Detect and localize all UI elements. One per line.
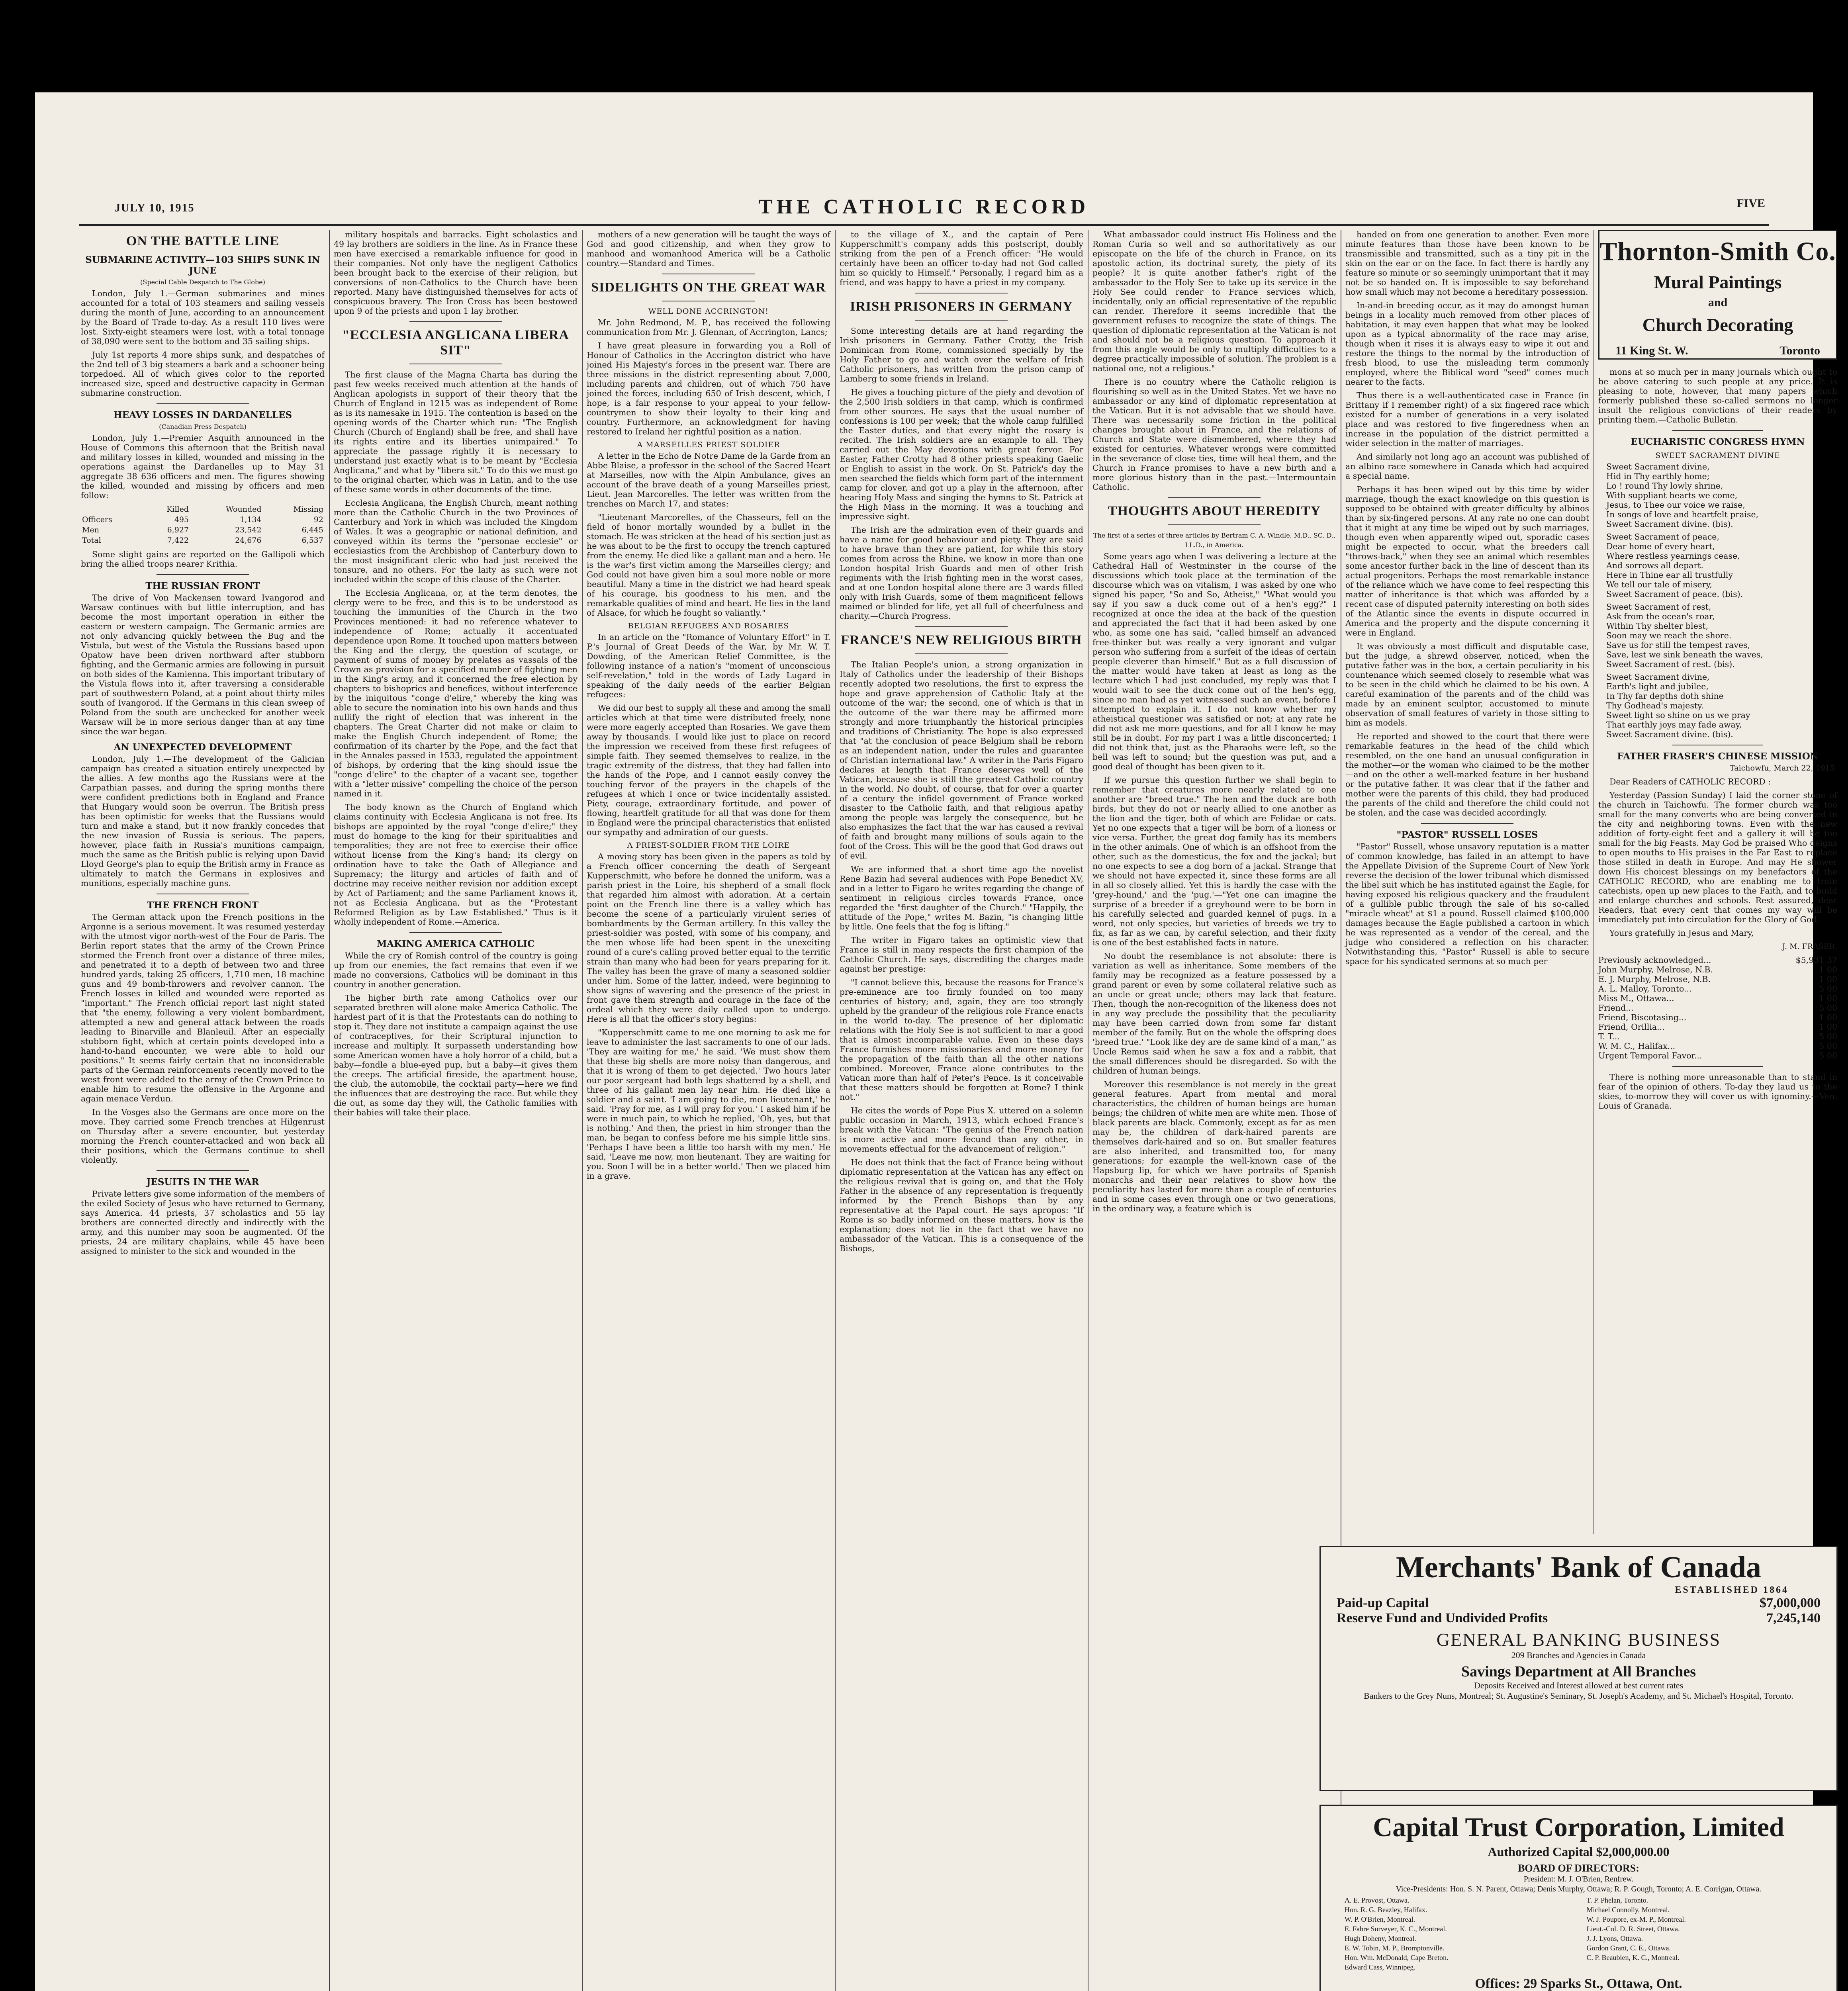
table-cell: 6,927: [167, 526, 189, 534]
ad-savings: Savings Department at All Branches: [1461, 1663, 1696, 1680]
ad-value: 7,245,140: [1766, 1611, 1821, 1625]
verse-line: Sweet light so shine on us we pray: [1606, 710, 1750, 720]
amount: 1 00: [1819, 994, 1837, 1003]
amount: 5 00: [1819, 1041, 1837, 1051]
amount: 5 00: [1819, 1032, 1837, 1041]
table-cell: Men: [82, 526, 99, 534]
donor: Urgent Temporal Favor...: [1598, 1051, 1702, 1060]
list-item: [1598, 965, 1837, 974]
newspaper-page: [35, 92, 1837, 1991]
donor: A. L. Malloy, Toronto...: [1598, 984, 1692, 994]
paragraph: military hospitals and barracks. Eight scholastics and 49 lay brothers are soldiers in the line. As in France these men have exercised a remarkable influence for good in their companies. Not only have the negligent Catholics been brought back to the exercise of their religion, but conversions of non-Catholics to the Church have been reported. Many have distinguished themselves for acts of conspicuous bravery. The Iron Cross has been bestowed upon 9 of the priests and upon 1 lay brother.: [334, 230, 578, 316]
paragraph: We are informed that a short time ago the novelist Rene Bazin had several audiences with Pope Benedict XV, and in a letter to Figaro he writes regarding the change of sentiment in religious circles towards France, once regarded the "first daughter of the Church." "Happily, the attitude of the Pope," writes M. Bazin, "is changing little by little. One feels that the fog is lifting.": [840, 864, 1083, 931]
table-header: [81, 504, 143, 514]
separator: [915, 320, 1008, 321]
ad-capital-row: [1321, 1596, 1836, 1611]
hymn-verse: [1598, 672, 1837, 739]
donor: T. T...: [1598, 1032, 1620, 1041]
subhead-making-america: MAKING AMERICA CATHOLIC: [376, 939, 535, 949]
column-6: [1345, 230, 1589, 1534]
director: J. J. Lyons, Ottawa.: [1586, 1934, 1643, 1942]
paragraph: Thus there is a well-authenticated case in France (in Brittany if I remember right) of a six fingered race which existed for a number of generations in a very isolated place and was restored to five fingeredness when an increase in the population of the district permitted a wider selection in the matter of marriages.: [1345, 391, 1589, 448]
amount: 5 00: [1819, 984, 1837, 994]
amount: 1 00: [1819, 974, 1837, 984]
director: Gordon Grant, C. E., Ottawa.: [1586, 1944, 1671, 1952]
paragraph: The drive of Von Mackensen toward Ivangorod and Warsaw continues with but little interruption, and has become the most important operation in either the eastern or western campaign. The Germanic armies are not only advancing quickly between the Bug and the Vistula, but west of the Vistula the Russians based upon Opatow have been driven northward after stubborn fighting, and the Germanic armies are following in pursuit on both sides of the Kamienna. This important tributary of the Vistula flows into it, after traversing a considerable part of southwestern Poland, at a point about thirty miles south of Ivangorod. If the Germans in this clean sweep of Poland from the south are unchecked for another week Warsaw will be in more serious danger than at any time since the war began.: [81, 593, 325, 736]
verse-line: Sweet Sacrament of rest. (bis).: [1606, 659, 1735, 669]
donor: Friend, Orillia...: [1598, 1022, 1665, 1032]
list-item: [1598, 984, 1837, 994]
subhead-fraser-mission: FATHER FRASER'S CHINESE MISSION: [1617, 751, 1819, 762]
paragraph: London, July 1.—The development of the Galician campaign has created a situation entirely unexpected by the allies. A few months ago the Russians were at the Carpathian passes, and during the spring months there were confident predictions both in England and France that Hungary would soon be overrun. The British press has been optimistic for weeks that the Russians would turn and make a stand, but it now frankly concedes that the new invasion of Russia is serious. The papers, however, place faith in Russia's munitions campaign, much the same as the British public is relying upon David Lloyd George's plan to equip the British army in France as ultimately to match the Germans in explosives and munitions, especially machine guns.: [81, 754, 325, 888]
list-item: [1598, 974, 1837, 984]
amount: 1 00: [1819, 1022, 1837, 1032]
table-cell: 6,537: [301, 536, 323, 545]
table-cell: 495: [174, 515, 189, 524]
paragraph: London, July 1.—Premier Asquith announced in the House of Commons this afternoon that the British naval and military losses in killed, wounded and missing in the operations against the Dardanelles up to May 31 aggregate 38 636 officers and men. The figures showing the killed, wounded and missing by officers and men follow:: [81, 433, 325, 500]
paragraph: Yesterday (Passion Sunday) I laid the corner stone of the church in Taichowfu. The former church was too small for the many converts who are being converted in the city and neighboring towns. Even with the new addition of forty-eight feet and a gallery it will be too small for the big Feasts. May God be praised Who deigns to open mouths to His praises in the Far East to replace those stilled in death in Europe. And may He shower down His choicest blessings on my benefactors of the CATHOLIC RECORD, who are enabling me to train catechists, open up new places to the Faith, and to build and enlarge churches and schools. Rest assured, dear Readers, that every cent that comes my way will be immediately put into circulation for the Glory of God.: [1598, 790, 1837, 924]
subhead-marseilles: A MARSEILLES PRIEST SOLDIER: [637, 440, 780, 449]
separator: [157, 403, 249, 404]
verse-line: Thy Godhead's majesty.: [1606, 701, 1704, 710]
verse-line: That earthly joys may fade away,: [1606, 720, 1742, 730]
column-7: [1598, 367, 1837, 1534]
table-cell: Officers: [82, 515, 112, 524]
table-row: [81, 514, 325, 525]
verse-line: Within Thy shelter blest,: [1606, 621, 1709, 631]
headline-ecclesia: "ECCLESIA ANGLICANA LIBERA SIT": [342, 328, 570, 358]
amount: $5,931 37: [1795, 955, 1837, 965]
list-item: [1598, 955, 1837, 965]
verse-line: Save, lest we sink beneath the waves,: [1606, 650, 1763, 659]
ad-established: ESTABLISHED 1864: [1675, 1585, 1789, 1595]
paragraph: "Kupperschmitt came to me one morning to ask me for leave to administer the last sacraments to one of our lads. 'They are waiting for me,' he said. 'We must show them that these big shells are more noisy than dangerous, and that it is wrong of them to get dejected.' Two hours later our poor sergeant had both legs shattered by a shell, and three of his gallant men lay near him. He died like a soldier and a saint. 'I am going to die, mon lieutenant,' he said. 'Pray for me, as I will pray for you.' I asked him if he were in much pain, to which he replied, 'Oh, yes, but that is nothing.' And then, the priest in him stronger than the man, he began to confess before me his simple little sins. 'Perhaps I have been a little too harsh with my men.' He said, 'Leave me now, mon lieutenant. They are waiting for you. Soon I will be in a better world.' Then we placed him in a grave.: [587, 1028, 830, 1181]
separator: [1168, 497, 1261, 498]
column-3: [587, 230, 830, 1991]
hymn-verse: [1598, 532, 1837, 599]
headline-sidelights: SIDELIGHTS ON THE GREAT WAR: [591, 280, 826, 295]
paragraph: London, July 1.—German submarines and mines accounted for a total of 103 steamers and sailing vessels during the month of June, according to an announcement by the Board of Trade to-day. As a result 110 lives were lost. Sixty-eight steamers were lost, with a total tonnage of 38,090 were sent to the bottom and 35 sailing ships.: [81, 289, 325, 346]
amount: 5 00: [1819, 1003, 1837, 1013]
director: E. Fabre Surveyer, K. C., Montreal.: [1345, 1925, 1447, 1933]
paragraph: In-and-in breeding occur, as it may do amongst human beings in a locality much removed from other places of habitation, it may even happen that what may be looked upon as a typical abnormality of the race may arise, though when it rises it is always easy to wipe it out and restore the things to the normal by the introduction of fresh blood, to use the misleading term commonly employed, where the Biblical word "seed" comes much nearer to the facts.: [1345, 301, 1589, 387]
donor: Previously acknowledged...: [1598, 955, 1711, 965]
director: [1587, 1963, 1813, 1971]
paragraph: "I cannot believe this, because the reasons for France's pre-eminence are too firmly founded on too many centuries of history; and, again, they are too strongly upheld by the grandeur of the religious role France enacts in the world to-day. The presence of her diplomatic relations with the Holy See is not sufficient to mar a good that is almost incomparable value. Even in these days France furnishes more missionaries and more money for the propagation of the faith than all the other nations combined. Moreover, France alone contributes to the Vatican more than half of Peter's Pence. Is it conceivable that these matters should be forgotten at Rome? I think not.": [840, 978, 1083, 1102]
director: Lieut.-Col. D. R. Street, Ottawa.: [1586, 1925, 1680, 1933]
ad-company-name: Thornton-Smith Co.: [1599, 237, 1836, 266]
verse-line: Dear home of every heart,: [1606, 542, 1715, 551]
ad-offices: Offices: 29 Sparks St., Ottawa, Ont.: [1475, 1976, 1682, 1991]
ad-merchants-bank: [1319, 1546, 1838, 1791]
paragraph: The German attack upon the French positions in the Argonne is a serious movement. It was resumed yesterday with the utmost vigor north-west of the Four de Paris. The Berlin report states that the army of the Crown Prince stormed the French front over a distance of three miles, and penetrated it to a depth of between two and three hundred yards, taking 25 officers, 1,710 men, 18 machine guns and 49 bomb-throwers and revolver cannon. The French losses in killed and wounded were reported as "important." The French official report last night stated that "the enemy, following a very violent bombardment, attempted a new and general attack between the roads leading to Binarville and Blanleuil. After an especially stubborn fight, which at certain points developed into a hand-to-hand encounter, we were able to hold our positions." It seems fairly certain that no inconsiderable parts of the German reinforcements recently moved to the west front were added to the army of the Crown Prince to enable him to resume the offensive in the Argonne and again menace Verdun.: [81, 912, 325, 1103]
paragraph: The body known as the Church of England which claims continuity with Ecclesia Anglicana is not free. Its bishops are appointed by the royal "conge d'elire;" they must do homage to the king for their spiritualities and temporalities; they are not free to exercise their office without license from the King's hand; its clergy on ordination have to take the Oath of Allegiance and Supremacy; the liturgy and articles of faith and of doctrine may receive neither revision nor addition except by Act of Parliament; and the same Parliament knows it, not as Ecclesia Anglicana, but as the "Protestant Reformed Religion as by Law Established." Thus is it wholly independent of Rome.—America.: [334, 802, 578, 927]
table-row: [81, 525, 325, 535]
verse-line: Sweet Sacrament divine,: [1606, 462, 1710, 471]
verse-line: Hid in Thy earthly home;: [1606, 471, 1710, 481]
verse-line: Sweet Sacrament divine. (bis).: [1606, 730, 1733, 739]
paragraph: If we pursue this question further we shall begin to remember that creatures more nearly related to one another are "breed true." The hen and the duck are both birds, but they do not or nearly allied to one another as the lion and the tiger, both of which are Felidae or cats. Yet no one expects that a tiger will be born of a lioness or vice versa. Further, the great dog family has its members in the other animals. One of which is an offshoot from the other, such as the domesticus, the fox and the jackal; but no one expects to see a dog born of a jackal. Strange that we should not have expected it, since these forms are all in all so closely allied. Yet this is hardly the case with the 'grey-hound,' and the 'pug.'—"Yet one can imagine the surprise of a breeder if a greyhound were to be born in his carefully selected and guarded kennel of pugs. In a word, not only species, but varieties of breeds we try to fix, as far as we can, by careful selection, and their fixity is one of the best established facts in nature.: [1092, 775, 1336, 947]
separator: [1168, 524, 1261, 525]
director: W. P. O'Brien, Montreal.: [1345, 1915, 1415, 1923]
paragraph: No doubt the resemblance is not absolute: there is variation as well as inheritance. Some members of the family may be recognized as a feature possessed by a grand parent or even by some collateral relative such as an uncle or great uncle; others may lack that feature. Then, though the non-recognition of the likeness does not in any way preclude the possibility that the peculiarity may have been carried down from some far distant member of the family. But on the whole the offspring does 'breed true.' "Look like dey are de same kind of a man," as Uncle Remus said when he saw a fox and a rabbit, that the small differences should be disregarded. So with the children of human beings.: [1092, 951, 1336, 1076]
separator: [1421, 823, 1514, 824]
table-header: Killed: [166, 505, 189, 514]
ad-service: Church Decorating: [1642, 315, 1793, 335]
paragraph: The Irish are the admiration even of their guards and have a name for good behaviour and piety. They are said to have brave than they are patient, for while this story comes from across the Rhine, we know in more than one London hospital Irish Guards and men of other Irish regiments with the Irish fighting men in the worst cases, and at one London hospital alone there are 3 wards filled only with Irish Guards, some of them magnificent fellows maimed or blinded for life, yet all full of cheerfulness and charity.—Church Progress.: [840, 525, 1083, 621]
ad-deposits: Deposits Received and Interest allowed at best current rates: [1474, 1680, 1684, 1690]
ad-label: Reserve Fund and Undivided Profits: [1337, 1611, 1548, 1625]
paragraph: The writer in Figaro takes an optimistic view that France is still in many respects the first champion of the Catholic Church. He says, discrediting the charges made against her prestige:: [840, 935, 1083, 974]
director: Edward Cass, Winnipeg.: [1345, 1963, 1415, 1971]
signature: J. M. FRASER.: [1782, 942, 1837, 951]
paragraph: The Ecclesia Anglicana, or, at the term denotes, the clergy were to be free, and this is to be understood as touching the immunities of the Church in the two Provinces mentioned: it had no reference whatever to independence of Rome; actually it accentuated dependence upon Rome. It touched upon matters between the King and the clergy, the question of scutage, or payment of sums of money by prelates as vassals of the Crown as provision for a specified number of fighting men in the King's army, and it concerned the free election by chapters to bishoprics and benefices, without interference by the iniquitous "conge d'elire," whereby the king was able to secure the nomination into his own hands and thus nullify the right of election that was inherent in the chapters. The Great Charter did not make or claim to make the English Church independent of Rome; the confirmation of its charter by the Pope, and the fact that in the Annales passed in 1533, regulated the appointment of bishops, by ordering that the king should issue the "conge d'elire" to the chapter of a vacant see, together with a "letter missive" compelling the choice of the person named in it.: [334, 588, 578, 798]
separator: [409, 932, 502, 933]
separator: [157, 574, 249, 575]
donor: John Murphy, Melrose, N.B.: [1598, 965, 1713, 974]
ad-capital-trust: [1319, 1805, 1838, 1991]
paragraph: In an article on the "Romance of Voluntary Effort" in T. P.'s Journal of Great Deeds of the War, by Mr. W. T. Dowding, of the American Relief Committee, is the following instance of a nation's "moment of unconscious self-revelation," told in the words of Lady Lugard in speaking of the daily needs of the earlier Belgian refugees:: [587, 632, 830, 699]
paragraph: mons at so much per in many journals which ought to be above catering to such people at any price. It is pleasing to note, however, that many papers which formerly published these so-called sermons no longer insult the religious convictions of their readers by printing them.—Catholic Bulletin.: [1598, 367, 1837, 424]
column-4: [840, 230, 1083, 1991]
list-item: [1598, 1041, 1837, 1051]
donor: Friend, Biscotasing...: [1598, 1013, 1687, 1022]
ad-service: Mural Paintings: [1654, 272, 1782, 292]
separator: [1672, 430, 1763, 431]
hymn-verse: [1598, 462, 1837, 529]
headline-battle-line: ON THE BATTLE LINE: [126, 234, 280, 248]
paragraph: Some slight gains are reported on the Gallipoli which bring the allied troops nearer Krithia.: [81, 550, 325, 569]
table-header: Wounded: [225, 505, 262, 514]
column-rule: [329, 230, 330, 1991]
paragraph: I have great pleasure in forwarding you a Roll of Honour of Catholics in the Accrington district who have joined His Majesty's forces in the present war. There are three missions in the district representing about 7,000, including parents and children, out of which 750 have joined the forces, including 650 of Irish descent, which, I hope, is a fair response to your appeal to your fellow-countrymen to show their loyalty to their king and country. Furthermore, an acknowledgment for having restored to Ireland her rightful position as a nation.: [587, 341, 830, 436]
ad-bankers: Bankers to the Grey Nuns, Montreal; St. Augustine's Seminary, St. Joseph's Academy, and St. Michael's Hospital, Toronto.: [1364, 1691, 1793, 1701]
subhead-russian-front: THE RUSSIAN FRONT: [145, 581, 260, 591]
table-cell: 24,676: [235, 536, 262, 545]
hymn-title: SWEET SACRAMENT DIVINE: [1655, 451, 1780, 460]
paragraph: The higher birth rate among Catholics over our separated brethren will alone make America Catholic. The hardest part of it is that the Protestants can do nothing to stop it. They dare not institute a campaign against the use of contraceptives, for their Scriptural injunction to increase and multiply. It surpasseth understanding how some American women have a holy horror of a child, but a baby—fondle a blue-eyed pup, but a baby—it gives them the creeps. The artificial fireside, the apartment house, the club, the automobile, the cocktail party—here we find the influences that are destroying the race. But while they die out, as some day they will, the Catholic families with their babies will take their place.: [334, 993, 578, 1117]
paragraph: to the village of X., and the captain of Pere Kupperschmitt's company adds this postscript, doubly striking from the pen of a French officer: "He would certainly have been an officer to-day had not God called him so quickly to Himself." Personally, I regard him as a friend, and was happy to have a priest in my company.: [840, 230, 1083, 287]
table-header: Missing: [293, 505, 323, 514]
verse-line: Earth's light and jubilee,: [1606, 682, 1709, 691]
column-1: [81, 230, 325, 1991]
verse-line: Save us for still the tempest raves,: [1606, 640, 1750, 650]
subhead-pastor-russell: "PASTOR" RUSSELL LOSES: [1396, 829, 1538, 840]
verse-line: With suppliant hearts we come,: [1606, 491, 1738, 500]
donor: Miss M., Ottawa...: [1598, 994, 1674, 1003]
verse-line: Where restless yearnings cease,: [1606, 551, 1740, 561]
salutation: Dear Readers of CATHOLIC RECORD :: [1609, 777, 1771, 786]
paragraph: Private letters give some information of the members of the exiled Society of Jesus who have returned to Germany, says America. 44 priests, 37 scholastics and 55 lay brothers are connected directly and indirectly with the army, and this number may soon be augmented. Of the priests, 24 are military chaplains, while 45 have been assigned to minister to the sick and wounded in the: [81, 1189, 325, 1256]
ad-value: $7,000,000: [1760, 1596, 1821, 1610]
director: Michael Connolly, Montreal.: [1586, 1906, 1670, 1914]
subhead-priest-soldier: A PRIEST-SOLDIER FROM THE LOIRE: [627, 841, 790, 850]
headline-heredity: THOUGHTS ABOUT HEREDITY: [1108, 504, 1321, 518]
verse-line: Sweet Sacrament divine. (bis).: [1606, 519, 1733, 529]
page-number: FIVE: [1736, 197, 1765, 210]
ad-president: President: M. J. O'Brien, Renfrew.: [1523, 1875, 1634, 1883]
subhead-submarine: SUBMARINE ACTIVITY—103 SHIPS SUNK IN JUNE: [85, 254, 320, 276]
director: A. E. Provost, Ottawa.: [1345, 1896, 1409, 1904]
subhead-accrington: WELL DONE ACCRINGTON!: [648, 307, 769, 316]
ad-address: [1599, 344, 1836, 358]
paragraph: A letter in the Echo de Notre Dame de la Garde from an Abbe Blaise, a professor in the school of the Sacred Heart at Marseilles, now with the Alpin Ambulance, gives an account of the brave death of a young Marseilles priest, Lieut. Jean Marcorelles. The letter was written from the trenches on March 17, and states:: [587, 451, 830, 509]
verse-line: In Thy far depths doth shine: [1606, 691, 1724, 701]
subhead-french-front: THE FRENCH FRONT: [147, 900, 259, 911]
table-cell: 6,445: [301, 526, 323, 534]
hymn-verse: [1598, 602, 1837, 669]
ad-bank-name: Merchants' Bank of Canada: [1396, 1551, 1762, 1584]
verse-line: Lo ! round Thy lowly shrine,: [1606, 481, 1723, 491]
list-item: [1598, 1051, 1837, 1060]
paragraph: Ecclesia Anglicana, the English Church, meant nothing more than the Catholic Church in the two Provinces of Canterbury and York in which was included the Kingdom of Wales. It was a geographic or national definition, and conveyed within its terms the "personae ecclesie" or ecclesiastics from the Archbishop of Canterbury down to the most insignificant cleric who had just received the tonsure, and no others. For the laity as such were not included within the scope of this clause of the Charter.: [334, 498, 578, 584]
table-cell: 92: [313, 515, 323, 524]
issue-date: JULY 10, 1915: [115, 202, 195, 214]
casualty-table: [81, 504, 325, 546]
paragraph: "Lieutenant Marcorelles, of the Chasseurs, fell on the field of honor mortally wounded by a bullet in the stomach. He was stricken at the head of his section just as he was about to be the first to occupy the trench captured from the enemy. He died like a gallant man and a hero. He is the war's first victim among the Marseilles clergy; and God could not have given him a soul more noble or more beautiful. Many a time in the district we had heard speak of his courage, his goodness to his men, and the remarkable qualities of mind and heart. He lies in the land of Alsace, for which he fought so valiantly.": [587, 512, 830, 618]
paragraph: In the Vosges also the Germans are once more on the move. They carried some French trenches at Hilgenrust on Thursday after a severe encounter, but yesterday morning the French counter-attacked and won back all their positions, which the Germans continue to shell violently.: [81, 1107, 325, 1165]
source-note: (Special Cable Despatch to The Globe): [140, 278, 265, 286]
director: C. P. Beaubien, K. C., Montreal.: [1586, 1954, 1680, 1962]
verse-line: Here in Thine ear all trustfully: [1606, 570, 1733, 580]
ad-company-name: Capital Trust Corporation, Limited: [1373, 1812, 1784, 1842]
verse-line: Sweet Sacrament divine,: [1606, 672, 1710, 682]
paragraph: "Pastor" Russell, whose unsavory reputation is a matter of common knowledge, has failed in an attempt to have the Appellate Division of the Supreme Court of New York reverse the decision of the lower tribunal which dismissed the libel suit which he has instituted against the Eagle, for having exposed his religious quackery and the fraudulent of a gullible public through the sale of his so-called "miracle wheat" at $1 a pound. Russell claimed $100,000 damages because the Eagle published a cartoon in which he was represented as a vendor of the cereal, and the judge who considered a reflection on his character. Notwithstanding this, "Pastor" Russell is able to secure space for his syndicated sermons at so much per: [1345, 842, 1589, 966]
director: T. P. Phelan, Toronto.: [1586, 1896, 1648, 1904]
paragraph: He cites the words of Pope Pius X. uttered on a solemn public occasion in March, 1913, which echoed France's break with the Vatican: "The genius of the French nation is more active and more fecund than any other, in movements effectual for the advancement of religion.": [840, 1106, 1083, 1154]
verse-line: Sweet Sacrament of peace,: [1606, 532, 1719, 542]
donor: Friend...: [1598, 1003, 1634, 1013]
ad-and: and: [1708, 296, 1728, 309]
paragraph: Mr. John Redmond, M. P., has received the following communication from Mr. J. Glennan, of Accrington, Lancs;: [587, 318, 830, 337]
amount: 1 00: [1819, 1013, 1837, 1022]
verse-line: And sorrows all depart.: [1606, 561, 1704, 570]
column-5: [1092, 230, 1336, 1991]
verse-line: Ask from the ocean's roar,: [1606, 612, 1715, 621]
paragraph: He does not think that the fact of France being without diplomatic representation at the Vatican has any effect on the religious revival that is going on, and that the Holy Father in the absence of any representation is frequently informed by the French Bishops than by any representative at the Papal court. He says apropos: "If Rome is so badly informed on these matters, how is the explanation; does not lie in the fact that we have no ambassador of the Vatican. This is a consequence of the Bishops,: [840, 1158, 1083, 1253]
subhead-refugees: BELGIAN REFUGEES AND ROSARIES: [628, 622, 789, 630]
paragraph: And similarly not long ago an account was published of an albino race somewhere in Canada which had acquired a special name.: [1345, 452, 1589, 481]
verse-line: We tell our tale of misery,: [1606, 580, 1712, 589]
ad-city: Toronto: [1779, 344, 1820, 357]
separator: [915, 626, 1008, 627]
table-header-row: [81, 504, 325, 514]
verse-line: Sweet Sacrament of peace. (bis).: [1606, 589, 1743, 599]
source-note: (Canadian Press Despatch): [159, 423, 247, 430]
headline-irish-prisoners: IRISH PRISONERS IN GERMANY: [850, 299, 1073, 314]
separator: [157, 1170, 249, 1171]
subhead-jesuits: JESUITS IN THE WAR: [146, 1177, 259, 1187]
byline: The first of a series of three articles by Bertram C. A. Windle, M.D., SC. D., LL.D., in America.: [1093, 532, 1336, 549]
paragraph: He reported and showed to the court that there were remarkable features in the head of the child which resembled, on the one hand an unusual configuration in the mother—or the woman who claimed to be the mother—and on the other a well-marked feature in her husband or the putative father. It was clear that if the father and mother were the parents of this child, they had produced the parents of the child and therefore the child could not be stolen, and the case was decided accordingly.: [1345, 731, 1589, 818]
verse-line: Sweet Sacrament of rest,: [1606, 602, 1711, 612]
column-2: [334, 230, 578, 1991]
ad-street: 11 King St. W.: [1615, 344, 1688, 357]
donation-list: [1598, 955, 1837, 1060]
paragraph: The Italian People's union, a strong organization in Italy of Catholics under the leadership of their Bishops recently adopted two resolutions, the first to express the hope and grave apprehension of Catholic Italy at the outcome of the war; the second, one of which is that in the outcome of the war there may be affirmed more strongly and more triumphantly the historical principles and traditions of Christianity. The hope is also expressed that "at the conclusion of peace Belgium shall be reborn as an independent nation, under the rules and guarantee of Christian international law." A writer in the Paris Figaro declares at length that France deserves well of the Vatican, because she is still the greatest Catholic country in the world. No doubt, of course, that for over a quarter of a century the infidel government of France worked disaster to the Catholic faith, and that religious apathy among the people was largely the consequence, but he also emphasizes the fact that the war has caused a revival of faith and brought many millions of souls again to the foot of the Cross. This will be the good that God draws out of evil.: [840, 660, 1083, 861]
director: Hon. R. G. Beazley, Halifax.: [1345, 1906, 1427, 1914]
ad-directors: [1321, 1894, 1836, 1973]
list-item: [1598, 1003, 1837, 1013]
table-cell: Total: [82, 536, 101, 545]
subhead-dardanelles: HEAVY LOSSES IN DARDANELLES: [113, 410, 292, 420]
paragraph: What ambassador could instruct His Holiness and the Roman Curia so well and so authoritatively as our episcopate on the life of the church in France, on its apostolic action, its doctrinal surety, the piety of its people? It is quite another father's right of the ambassador to the Holy See to take up its service in the Holy See could render to France services which, incidentally, only an official representative of the republic can render. Therefore it seems incredible that the government refuses to recognize the state of things. The question of diplomatic representation at the Vatican is not and should not be a religious question. To approach it from this angle would be only to multiply difficulties to a degree practically impossible of solution. The problem is a national one, not a religious.": [1092, 230, 1336, 373]
donor: W. M. C., Halifax...: [1598, 1041, 1676, 1051]
paragraph: It was obviously a most difficult and disputable case, but the judge, a shrewd observer, noticed, when the putative father was in the box, a certain peculiarity in his countenance which seemed closely to resemble what was to be seen in the child which he claimed to be his own. A careful examination of the parents and of the child was made by an eminent sculptor, accustomed to minute observation of small features of variety in those sitting to him as models.: [1345, 642, 1589, 728]
table-cell: 7,422: [167, 536, 189, 545]
director: Hugh Doheny, Montreal.: [1345, 1934, 1416, 1942]
donor: E. J. Murphy, Melrose, N.B.: [1598, 974, 1711, 984]
list-item: [1598, 1032, 1837, 1041]
column-rule: [582, 230, 583, 1991]
paragraph: There is no country where the Catholic religion is flourishing so well as in the United States. Yet we have no ambassador or any kind of diplomatic representation at the Vatican. But it is not advisable that we should have. There was necessarily some friction in the political changes brought about in France, and the relations of Church and State were dismembered, where they had existed for centuries. Whatever wrongs were committed in the severance of close ties, time will heal them, and the Church in France promises to have a new birth and a more glorious history than in the past.—Intermountain Catholic.: [1092, 377, 1336, 492]
ad-authorized-capital: Authorized Capital $2,000,000.00: [1488, 1844, 1670, 1859]
ad-vice-presidents: Vice-Presidents: Hon. S. N. Parent, Ottawa; Denis Murphy, Ottawa; R. P. Gough, Toronto; A. E. Corrigan, Ottawa.: [1396, 1885, 1762, 1893]
ad-branches: 209 Branches and Agencies in Canada: [1511, 1650, 1646, 1660]
paragraph: He gives a touching picture of the piety and devotion of the 2,500 Irish soldiers in that camp, which is confirmed from other sources. He says that the usual number of confessions is 100 per week; that the whole camp fulfilled the Easter duties, and that every night the rosary is recited. The Irish soldiers are an example to all. They carried out the May devotions with great fervor. For Easter, Father Crotty had 8 other priests speaking Gaelic or English to assist in the work. On St. Patrick's day the men searched the fields which form part of the internment camp for clover, and got up a play in the afternoon, after hearing Holy Mass and singing the hymns to St. Patrick at the High Mass in the morning. It was a touching and impressive sight.: [840, 387, 1083, 521]
paragraph: While the cry of Romish control of the country is going up from our enemies, the fact remains that even if we made no conversions, Catholics will be dominant in this country in another generation.: [334, 951, 578, 989]
verse-line: Soon may we reach the shore.: [1606, 631, 1732, 640]
paragraph: We did our best to supply all these and among the small articles which at that time were distributed freely, none were more eagerly accepted than Rosaries. We gave them away by thousands. I would like just to place on record the impression we received from these first refugees of simple faith. They seemed themselves to realize, in the tragic extremity of the distress, that they had fallen into the hands of the Pope, and I cannot easily convey the touching fervor of the prayers in the chapels of the refugees at which I once or twice incidentally assisted. Piety, courage, extraordinary fortitude, and power of flowing, heartfelt gratitude for all that was done for them in England were the principal characteristics that enlisted our sympathy and admiration of our guests.: [587, 703, 830, 837]
separator: [915, 653, 1008, 654]
ad-thornton-smith: [1598, 230, 1837, 360]
table-cell: 23,542: [235, 526, 262, 534]
ad-business: GENERAL BANKING BUSINESS: [1436, 1629, 1721, 1650]
director: W. J. Poupore, ex-M. P., Montreal.: [1586, 1915, 1686, 1923]
table-cell: 1,134: [240, 515, 262, 524]
amount: 5 00: [1819, 1051, 1837, 1060]
closing: Yours gratefully in Jesus and Mary,: [1609, 928, 1754, 938]
paragraph: Perhaps it has been wiped out by this time by wider marriage, though the exact knowledge on this question is supposed to be obtained with greater difficulty by albinos than by six-fingered persons. At any rate no one can doubt that it might at any time be wiped out by such marriages, though even when apparently wiped out, sporadic cases might be expected to occur, what the breeders call "throws-back," when they see an animal which resembles some ancestor further back in the line of descent than its actual progenitors. Perhaps the most remarkable instance of the reliance which we have come to feel respecting this matter of inheritance is that which was afforded by a recent case of disputed paternity interesting on both sides of the Atlantic since the events in dispute occurred in America and the property and the dispute concerning it were in England.: [1345, 485, 1589, 638]
column-rule: [835, 230, 836, 1991]
paragraph: mothers of a new generation will be taught the ways of God and good citizenship, and when they grow to manhood and womanhood America will be a Catholic country.—Standard and Times.: [587, 230, 830, 268]
list-item: [1598, 1022, 1837, 1032]
paragraph: July 1st reports 4 more ships sunk, and despatches of the 2nd tell of 3 big steamers a bark and a schooner being torpedoed. All of which gives color to the reported increased size, speed and destructive capacity in German submarine construction.: [81, 350, 325, 398]
verse-line: Jesus, to Thee our voice we raise,: [1606, 500, 1745, 510]
paragraph: Some years ago when I was delivering a lecture at the Cathedral Hall of Westminster in the course of the discussions which took place at the termination of the discourse which was on vitalism, I was asked by one who signed his paper, "So and So, Atheist," "What would you say if you saw a duck come out of a hen's egg?" I recognized at once the idea at the back of the question and appreciated the fact that it had been asked by one who, as some one has said, "called himself an advanced free-thinker but was really a very ignorant and vulgar person who suffering from a surfeit of the ideas of certain people cleverer than himself." But as a full discussion of the matter would have taken at least as long as the lecture which I had just concluded, my reply was that I would wait to see the duck come out of the hen's egg, since no man had as yet witnessed such an event, before I attempted to explain it. I do not know whether my atheistical questioner was satisfied or not; at any rate he did not ask me more questions, and for all I know he may still be in doubt. For my part I was a little disconcerted; I did not think that, just as the Pharaohs were left, so the bell was left to sound; but the question was put, and a good deal of thought has been given to it.: [1092, 552, 1336, 771]
director: Hon. Wm. McDonald, Cape Breton.: [1345, 1954, 1449, 1962]
separator: [409, 321, 502, 322]
ad-board-heading: BOARD OF DIRECTORS:: [1518, 1862, 1639, 1874]
verse-line: In songs of love and heartfelt praise,: [1606, 510, 1759, 519]
dateline: Taichowfu, March 22, 1915.: [1730, 764, 1837, 773]
list-item: [1598, 1013, 1837, 1022]
paragraph: There is nothing more unreasonable than to stand in fear of the opinion of others. To-day they laud us to the skies, to-morrow they will cover us with ignominy.—Ven. Louis of Granada.: [1598, 1072, 1837, 1111]
ad-label: Paid-up Capital: [1337, 1596, 1429, 1610]
list-item: [1598, 994, 1837, 1003]
headline-france-religious: FRANCE'S NEW RELIGIOUS BIRTH: [841, 633, 1082, 647]
paragraph: Moreover this resemblance is not merely in the great general features. Apart from mental and moral characteristics, the children of human beings are human beings; the children of white men are white men. Those of black parents are black. Commonly, except as far as men may be, the children of dark-haired parents are themselves dark-haired and so on. But smaller features are also inherited, and transmitted too, for many generations; for example the well-known case of the Hapsburg lip, for which we have portraits of Spanish monarchs and their near relatives to show how the peculiarity has lasted for more than a couple of centuries and in some cases even through one or two generations, in the ordinary way, a feature which is: [1092, 1080, 1336, 1213]
ad-reserve-row: [1321, 1611, 1836, 1626]
header-rule: [79, 224, 1769, 226]
separator: [1672, 1066, 1763, 1067]
paragraph: Some interesting details are at hand regarding the Irish prisoners in Germany. Father Crotty, the Irish Dominican from Rome, commissioned specially by the Holy Father to go and watch over the welfare of Irish Catholic prisoners, has written from the prison camp of Lamberg to some friends in Ireland.: [840, 326, 1083, 383]
subhead-unexpected: AN UNEXPECTED DEVELOPMENT: [114, 742, 292, 753]
paragraph: handed on from one generation to another. Even more minute features than those have been known to be transmissible and transmitted, such as a tiny pit in the skin on the ear or on the face. In fact there is hardly any feature so minute or so seemingly unimportant that it may not be so handed on. It is impossible to say beforehand how small which may not become a hereditary possession.: [1345, 230, 1589, 297]
amount: 1 00: [1819, 965, 1837, 974]
table-row: [81, 535, 325, 546]
paragraph: A moving story has been given in the papers as told by a French officer concerning the death of Sergeant Kupperschmitt, who before he donned the uniform, was a parish priest in the Loire, his shepherd of a small flock that regarded him almost with adoration. At a certain point on the French line there is a valley which has become the scene of a particularly virulent series of bombardments by the German artillery. In this valley the priest-soldier was posted, with some of his company, and the men whose life had been spent in the unexciting round of a cure's calling proved better equal to the terrific strain than many who had been for years preparing for it. The valley has been the grave of many a seasoned soldier under him. Some of the latter, indeed, were beginning to show signs of wavering and the presence of the priest in front gave them strength and courage in the face of the ordeal which they were daily called upon to undergo. Here is all that the officer's story begins:: [587, 852, 830, 1024]
director: E. W. Tobin, M. P., Bromptonville.: [1345, 1944, 1445, 1952]
subhead-hymn: EUCHARISTIC CONGRESS HYMN: [1631, 436, 1805, 447]
paragraph: The first clause of the Magna Charta has during the past few weeks received much attention at the hands of Anglican apologists in support of their theory that the Church of England in 1215 was as independent of Rome as is its namesake in 1915. The contention is based on the opening words of the Charter which run: "The English Church (Church of England) shall be free, and shall have its rights entire and its liberties unimpaired." To appreciate the passage rightly it is necessary to understand just exactly what is to be meant by "Ecclesia Anglicana," and what by "libera sit." To do this we must go to the original charter, which was in Latin, and to the use of these same words in other documents of the time.: [334, 370, 578, 494]
masthead: THE CATHOLIC RECORD: [758, 196, 1090, 218]
